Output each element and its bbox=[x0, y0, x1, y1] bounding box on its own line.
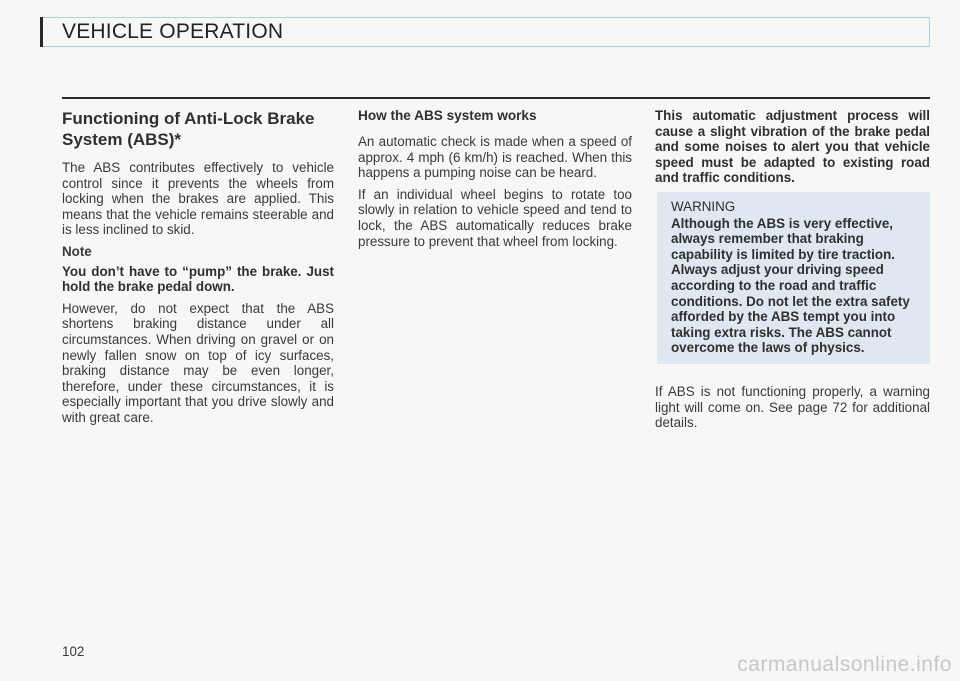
column-right bbox=[655, 108, 930, 437]
warning-text: Although the ABS is very effective, always remember that braking capability is limited by tire traction. Always adjust your driving speed according to the road and traffic conditions. Do not let the extra safety afforded by the ABS tempt you into taking extra risks. The ABS cannot overcome the laws of physics. bbox=[671, 215, 910, 356]
section-divider bbox=[62, 97, 930, 99]
note-label: Note bbox=[62, 243, 92, 259]
paragraph-wheel-lock: If an individual wheel begins to rotate too slowly in relation to vehicle speed and tend to lock, the ABS automatically reduces brake pressure to prevent that wheel from locking. bbox=[358, 186, 632, 249]
header-accent-bar bbox=[40, 17, 43, 47]
subheading-how-abs-works: How the ABS system works bbox=[358, 108, 537, 123]
paragraph-warning-light: If ABS is not functioning properly, a warning light will come on. See page 72 for additional details. bbox=[655, 383, 930, 431]
section-heading-abs: Functioning of Anti-Lock Brake System (ABS)* bbox=[62, 109, 315, 149]
warning-box bbox=[657, 192, 930, 364]
paragraph-automatic-check: An automatic check is made when a speed of approx. 4 mph (6 km/h) is reached. When this happens a pumping noise can be heard. bbox=[358, 134, 632, 181]
page-number: 102 bbox=[62, 644, 85, 659]
column-middle bbox=[358, 108, 632, 255]
paragraph-adjustment-process: This automatic adjustment process will cause a slight vibration of the brake pedal and some noises to alert you that vehicle speed must be adapted to existing road and traffic conditions. bbox=[655, 108, 930, 186]
column-left bbox=[62, 108, 334, 432]
warning-title: WARNING bbox=[671, 198, 736, 214]
note-text: You don’t have to “pump” the brake. Just hold the brake pedal down. bbox=[62, 263, 334, 295]
paragraph-braking-distance: However, do not expect that the ABS shortens braking distance under all circumstances. When driving on gravel or on newly fallen snow on top of icy surfaces, braking distance may be even longer, therefore, under these circumstances, it is especially important that you drive slowly and with great care. bbox=[62, 300, 334, 425]
watermark: carmanualsonline.info bbox=[737, 653, 952, 676]
paragraph-abs-intro: The ABS contributes effectively to vehicle control since it prevents the wheels from locking when the brakes are applied. This means that the vehicle remains steerable and is less inclined to skid. bbox=[62, 160, 334, 238]
page-header-title: VEHICLE OPERATION bbox=[62, 20, 284, 43]
